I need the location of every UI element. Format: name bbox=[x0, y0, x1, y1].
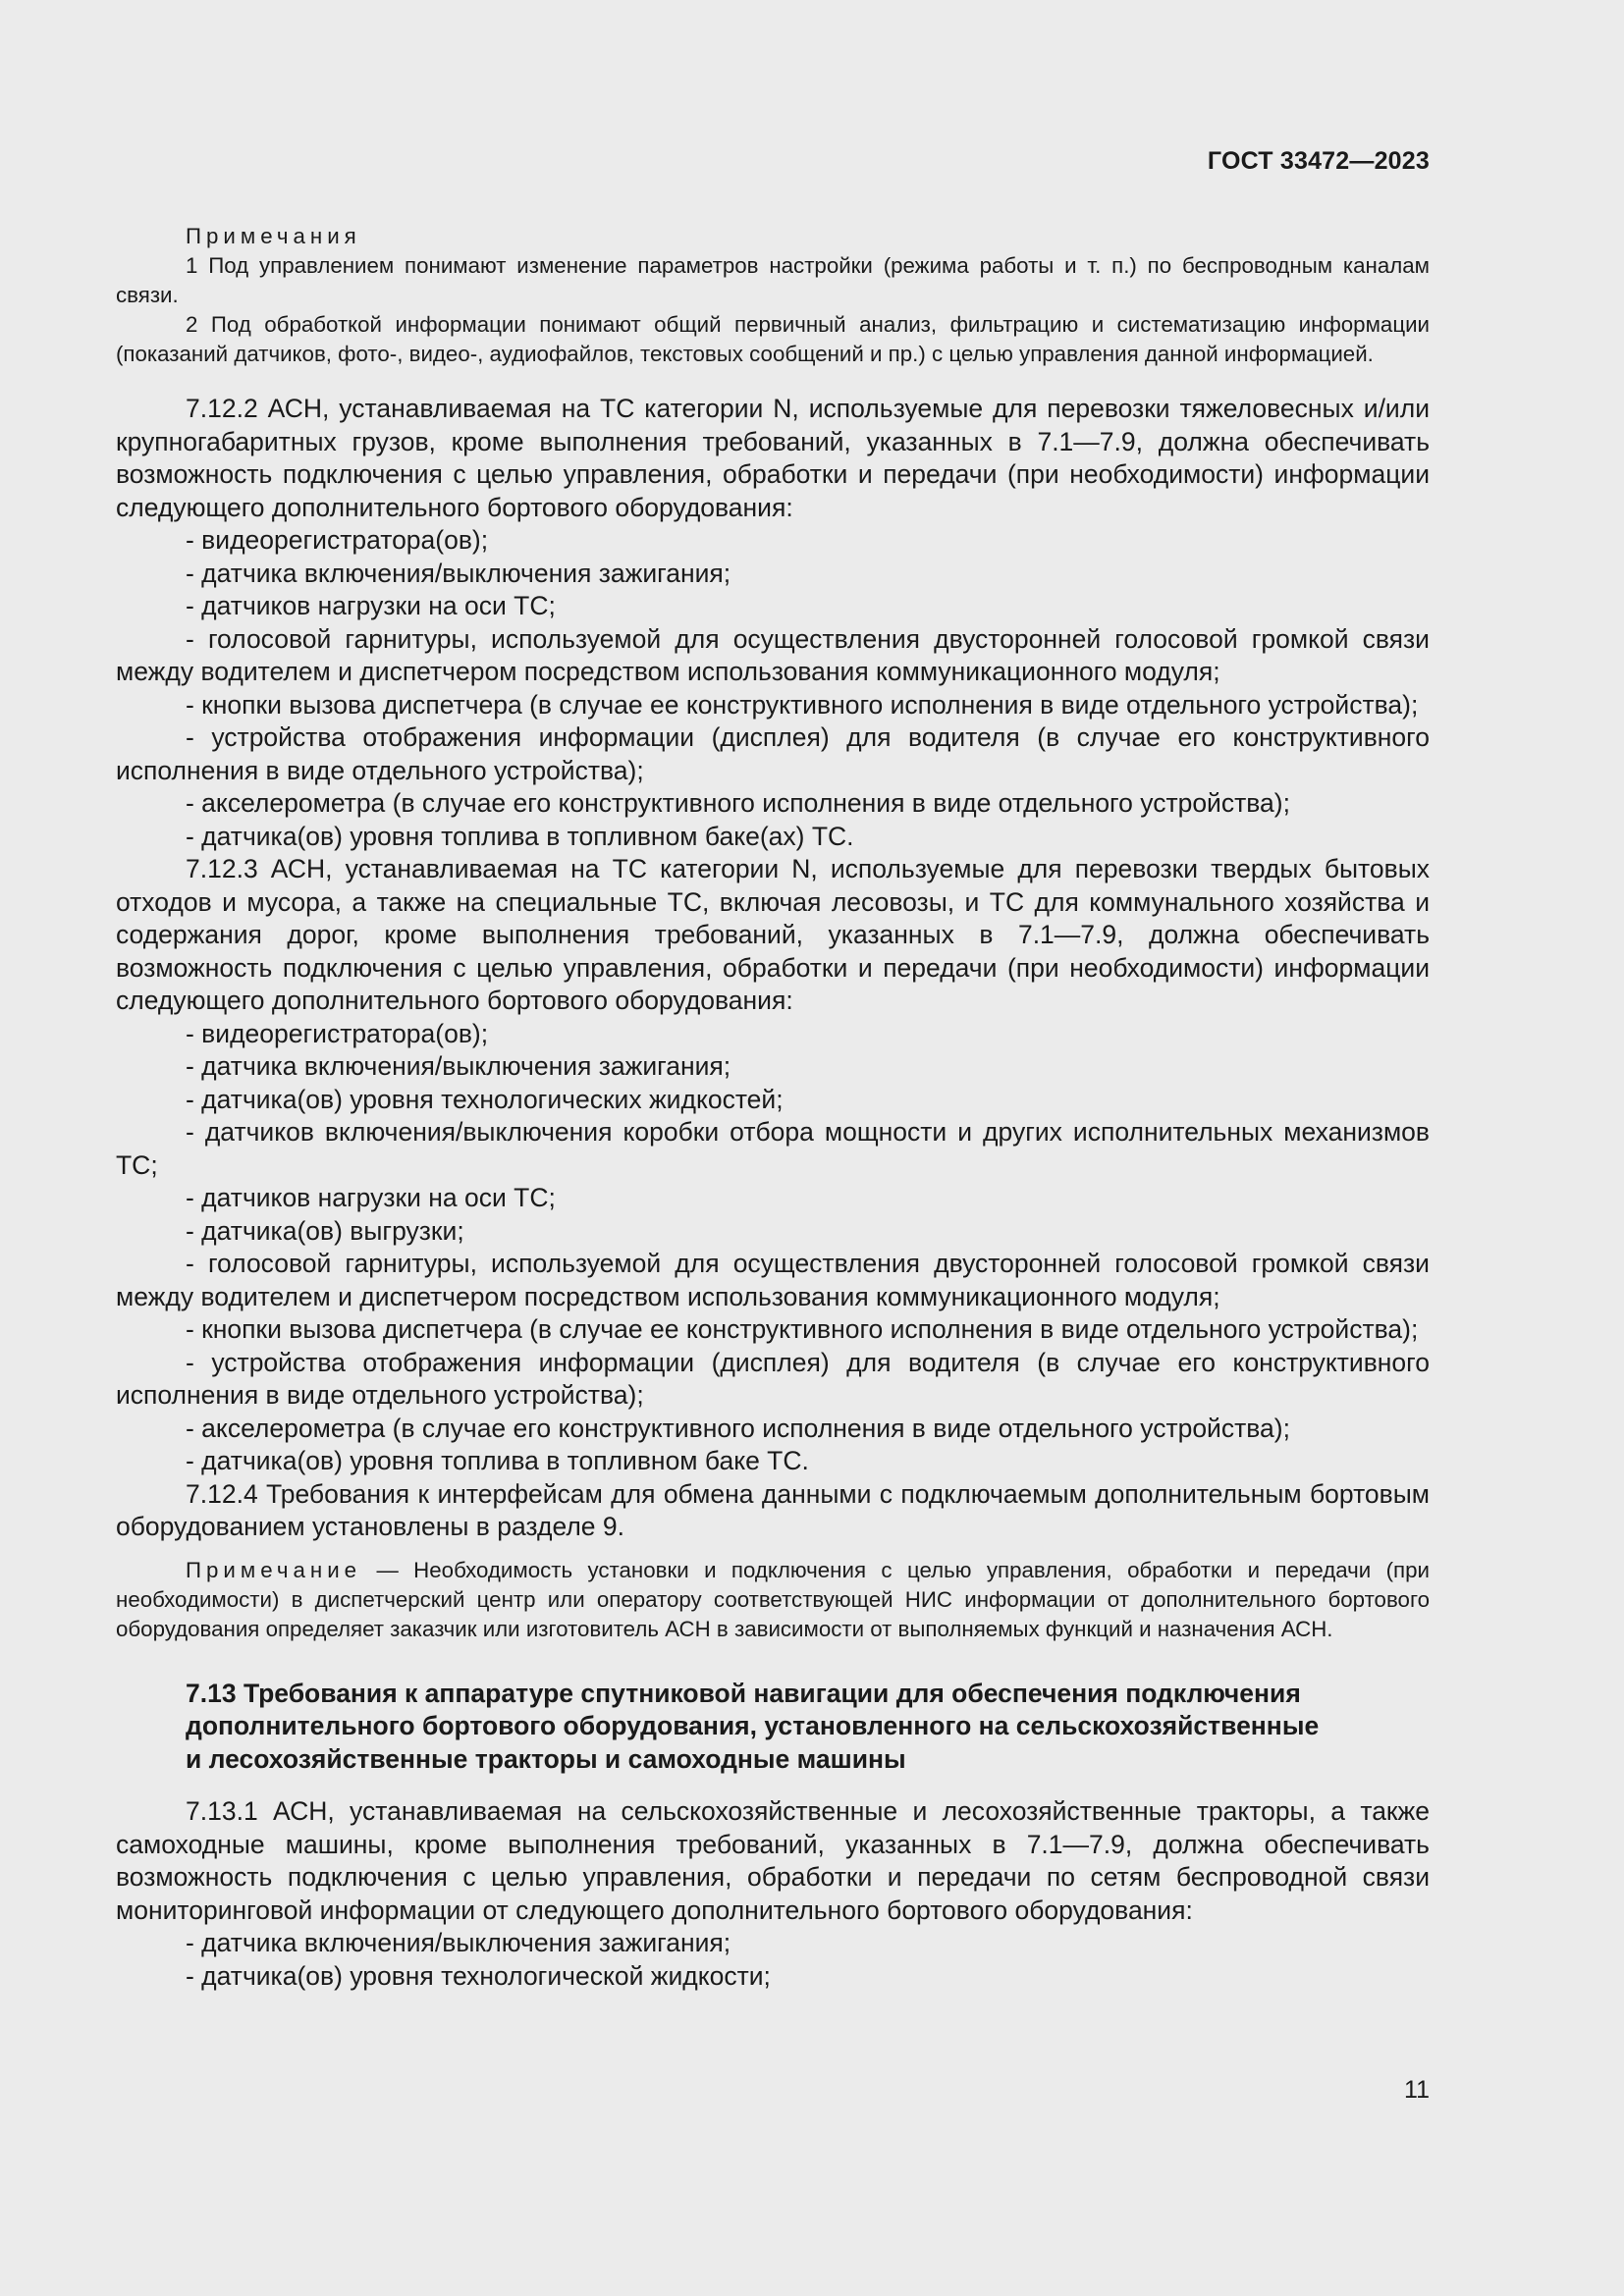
heading-line: 7.13 Требования к аппаратуре спутниковой навигации для обеспечения подключения bbox=[186, 1678, 1301, 1708]
list-item: - кнопки вызова диспетчера (в случае ее конструктивного исполнения в виде отдельного устройства); bbox=[186, 1314, 1419, 1344]
list-item: - датчика(ов) выгрузки; bbox=[186, 1215, 464, 1246]
list-item: - датчиков нагрузки на оси ТС; bbox=[186, 591, 556, 620]
note-paragraph bbox=[116, 1556, 1430, 1644]
section-7-12-3 bbox=[116, 853, 1430, 1478]
note-text: — Необходимость установки и подключения с целью управления, обработки и передачи (при необходимости) в диспетчерский центр или оператору соответствующей НИС информации от дополнительного бортового оборудования определяет заказчик или изготовитель АСН в зависимости от выполняемых функций и назначения АСН. bbox=[116, 1557, 1430, 1641]
paragraph: 7.12.3 АСН, устанавливаемая на ТС категории N, используемые для перевозки твердых бытовых отходов и мусора, а также на специальные ТС, включая лесовозы, и ТС для коммунального хозяйства и содержания дорог, кроме выполнения требований, указанных в 7.1—7.9, должна обеспечивать возможность подключения с целью управления, обработки и передачи (при необходимости) информации следующего дополнительного бортового оборудования: bbox=[116, 854, 1430, 1015]
section-7-12-2 bbox=[116, 393, 1430, 853]
heading-line: и лесохозяйственные тракторы и самоходные машины bbox=[186, 1743, 906, 1774]
list-item: - устройства отображения информации (дисплея) для водителя (в случае его конструктивного исполнения в виде отдельного устройства); bbox=[116, 1347, 1430, 1410]
list-item: - датчика включения/выключения зажигания; bbox=[186, 1051, 731, 1081]
section-7-13-1 bbox=[116, 1795, 1430, 1993]
paragraph: 7.13.1 АСН, устанавливаемая на сельскохозяйственные и лесохозяйственные тракторы, а также самоходные машины, кроме выполнения требований, указанных в 7.1—7.9, должна обеспечивать возможность подключения с целью управления, обработки и передачи по сетям беспроводной связи мониторинговой информации от следующего дополнительного бортового оборудования: bbox=[116, 1796, 1430, 1925]
page-number: 11 bbox=[1404, 2076, 1430, 2104]
paragraph: 7.12.2 АСН, устанавливаемая на ТС категории N, используемые для перевозки тяжеловесных и/или крупногабаритных грузов, кроме выполнения требований, указанных в 7.1—7.9, должна обеспечивать возможность подключения с целью управления, обработки и передачи (при необходимости) информации следующего дополнительного бортового оборудования: bbox=[116, 394, 1430, 522]
note-mid bbox=[116, 1556, 1430, 1644]
list-item: - видеорегистратора(ов); bbox=[186, 525, 489, 555]
notes-label: Примечания bbox=[186, 224, 361, 248]
heading-line: дополнительного бортового оборудования, установленного на сельскохозяйственные bbox=[186, 1711, 1320, 1740]
note-item: 1 Под управлением понимают изменение параметров настройки (режима работы и т. п.) по беспроводным каналам связи. bbox=[116, 253, 1430, 307]
list-item: - датчиков нагрузки на оси ТС; bbox=[186, 1183, 556, 1212]
list-item: - датчика включения/выключения зажигания; bbox=[186, 1928, 731, 1957]
list-item: - акселерометра (в случае его конструктивного исполнения в виде отдельного устройства); bbox=[186, 1413, 1290, 1443]
notes-top bbox=[116, 222, 1430, 369]
list-item: - датчика(ов) уровня технологических жидкостей; bbox=[186, 1084, 784, 1114]
list-item: - устройства отображения информации (дисплея) для водителя (в случае его конструктивного исполнения в виде отдельного устройства); bbox=[116, 722, 1430, 785]
document-id: ГОСТ 33472—2023 bbox=[1207, 147, 1430, 175]
list-item: - видеорегистратора(ов); bbox=[186, 1018, 489, 1048]
note-label: Примечание bbox=[186, 1557, 362, 1582]
list-item: - датчика(ов) уровня топлива в топливном баке(ах) ТС. bbox=[186, 821, 854, 851]
document-body bbox=[116, 222, 1430, 1993]
list-item: - голосовой гарнитуры, используемой для осуществления двусторонней голосовой громкой связи между водителем и диспетчером посредством использования коммуникационного модуля; bbox=[116, 1249, 1430, 1311]
list-item: - датчика(ов) уровня топлива в топливном баке ТС. bbox=[186, 1446, 809, 1475]
note-item: 2 Под обработкой информации понимают общий первичный анализ, фильтрацию и систематизацию информации (показаний датчиков, фото-, видео-, аудиофайлов, текстовых сообщений и пр.) с целью управления данной информацией. bbox=[116, 312, 1430, 366]
list-item: - датчика(ов) уровня технологической жидкости; bbox=[186, 1960, 771, 1991]
list-item: - акселерометра (в случае его конструктивного исполнения в виде отдельного устройства); bbox=[186, 788, 1290, 818]
list-item: - датчиков включения/выключения коробки отбора мощности и других исполнительных механизмов ТС; bbox=[116, 1117, 1430, 1180]
paragraph-7-12-4: 7.12.4 Требования к интерфейсам для обмена данными с подключаемым дополнительным бортовым оборудованием установлены в разделе 9. bbox=[116, 1478, 1430, 1541]
list-item: - голосовой гарнитуры, используемой для осуществления двусторонней голосовой громкой связи между водителем и диспетчером посредством использования коммуникационного модуля; bbox=[116, 623, 1430, 686]
list-item: - датчика включения/выключения зажигания; bbox=[186, 558, 731, 588]
list-item: - кнопки вызова диспетчера (в случае ее конструктивного исполнения в виде отдельного устройства); bbox=[186, 689, 1419, 720]
section-heading-7-13 bbox=[186, 1678, 1430, 1777]
